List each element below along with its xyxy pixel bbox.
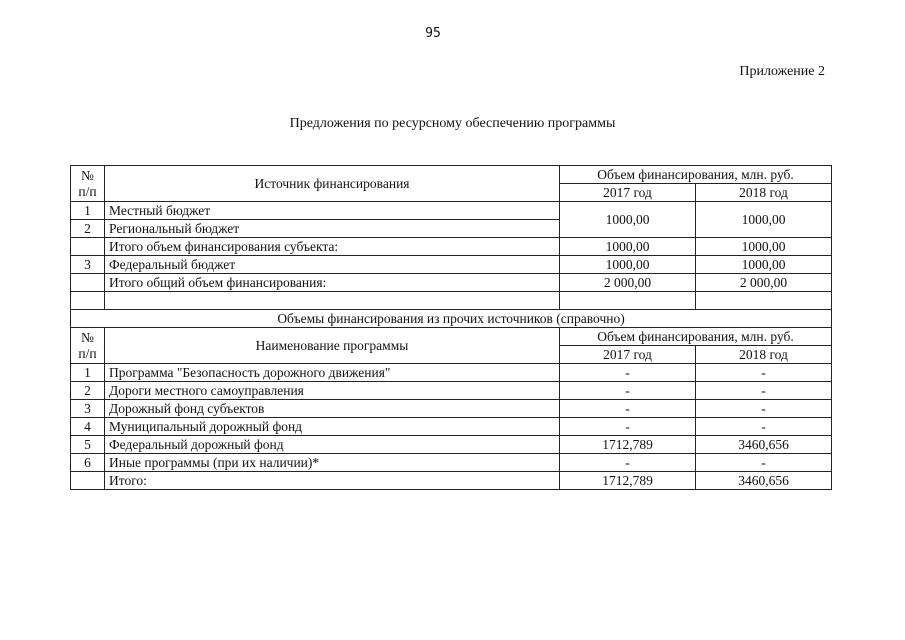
source-header: Источник финансирования (105, 166, 560, 202)
empty-cell (71, 472, 105, 490)
section-caption: Объемы финансирования из прочих источников (справочно) (71, 310, 832, 328)
row-number: 5 (71, 436, 105, 454)
num-header-top: № (81, 329, 94, 345)
value-2017: 1712,789 (560, 436, 696, 454)
empty-cell (696, 292, 832, 310)
row-number: 3 (71, 400, 105, 418)
grand-total-row (71, 274, 832, 292)
funding-table (70, 165, 832, 490)
empty-cell (71, 274, 105, 292)
num-header-bottom: п/п (78, 345, 97, 361)
num-header-bottom: п/п (78, 183, 97, 199)
table-row (71, 256, 832, 274)
row-label: Итого объем финансирования субъекта: (105, 238, 560, 256)
appendix-label: Приложение 2 (739, 64, 825, 79)
row-number: 1 (71, 202, 105, 220)
value-2017: - (560, 382, 696, 400)
value-2017: - (560, 454, 696, 472)
row-label: Местный бюджет (105, 202, 560, 220)
num-header-top: № (81, 167, 94, 183)
row-number: 2 (71, 382, 105, 400)
value-2018: - (696, 454, 832, 472)
blank-row (71, 292, 832, 310)
volume-header: Объем финансирования, млн. руб. (560, 328, 832, 346)
header-row (71, 166, 832, 184)
empty-cell (71, 238, 105, 256)
num-header (71, 166, 105, 202)
value-2018: - (696, 418, 832, 436)
empty-cell (71, 292, 105, 310)
volume-header: Объем финансирования, млн. руб. (560, 166, 832, 184)
row-label: Итого общий объем финансирования: (105, 274, 560, 292)
page-number: 95 (425, 26, 441, 41)
row-number: 6 (71, 454, 105, 472)
row-label: Программа "Безопасность дорожного движения" (105, 364, 560, 382)
value-2017: 1000,00 (560, 256, 696, 274)
merged-value-2018: 1000,00 (696, 202, 832, 238)
row-number: 1 (71, 364, 105, 382)
table-row (71, 436, 832, 454)
value-2018: 2 000,00 (696, 274, 832, 292)
empty-cell (105, 292, 560, 310)
section-caption-row (71, 310, 832, 328)
value-2017: - (560, 418, 696, 436)
value-2018: 3460,656 (696, 472, 832, 490)
table-row (71, 364, 832, 382)
table-row (71, 202, 832, 220)
value-2017: - (560, 400, 696, 418)
value-2017: 1712,789 (560, 472, 696, 490)
value-2018: - (696, 382, 832, 400)
num-header (71, 328, 105, 364)
row-label: Региональный бюджет (105, 220, 560, 238)
empty-cell (560, 292, 696, 310)
row-label: Дорожный фонд субъектов (105, 400, 560, 418)
year-2018-header: 2018 год (696, 346, 832, 364)
table-row (71, 418, 832, 436)
value-2018: - (696, 364, 832, 382)
table-row (71, 382, 832, 400)
year-2018-header: 2018 год (696, 184, 832, 202)
header-row (71, 328, 832, 346)
value-2017: 2 000,00 (560, 274, 696, 292)
row-label: Иные программы (при их наличии)* (105, 454, 560, 472)
table-row (71, 400, 832, 418)
merged-value-2017: 1000,00 (560, 202, 696, 238)
year-2017-header: 2017 год (560, 184, 696, 202)
table-row (71, 454, 832, 472)
row-label: Итого: (105, 472, 560, 490)
row-label: Дороги местного самоуправления (105, 382, 560, 400)
value-2017: 1000,00 (560, 238, 696, 256)
value-2017: - (560, 364, 696, 382)
value-2018: - (696, 400, 832, 418)
year-2017-header: 2017 год (560, 346, 696, 364)
total-row (71, 472, 832, 490)
row-number: 3 (71, 256, 105, 274)
row-label: Федеральный бюджет (105, 256, 560, 274)
value-2018: 3460,656 (696, 436, 832, 454)
program-name-header: Наименование программы (105, 328, 560, 364)
row-label: Федеральный дорожный фонд (105, 436, 560, 454)
subject-total-row (71, 238, 832, 256)
row-number: 4 (71, 418, 105, 436)
value-2018: 1000,00 (696, 256, 832, 274)
row-label: Муниципальный дорожный фонд (105, 418, 560, 436)
row-number: 2 (71, 220, 105, 238)
document-title: Предложения по ресурсному обеспечению программы (289, 116, 616, 131)
value-2018: 1000,00 (696, 238, 832, 256)
